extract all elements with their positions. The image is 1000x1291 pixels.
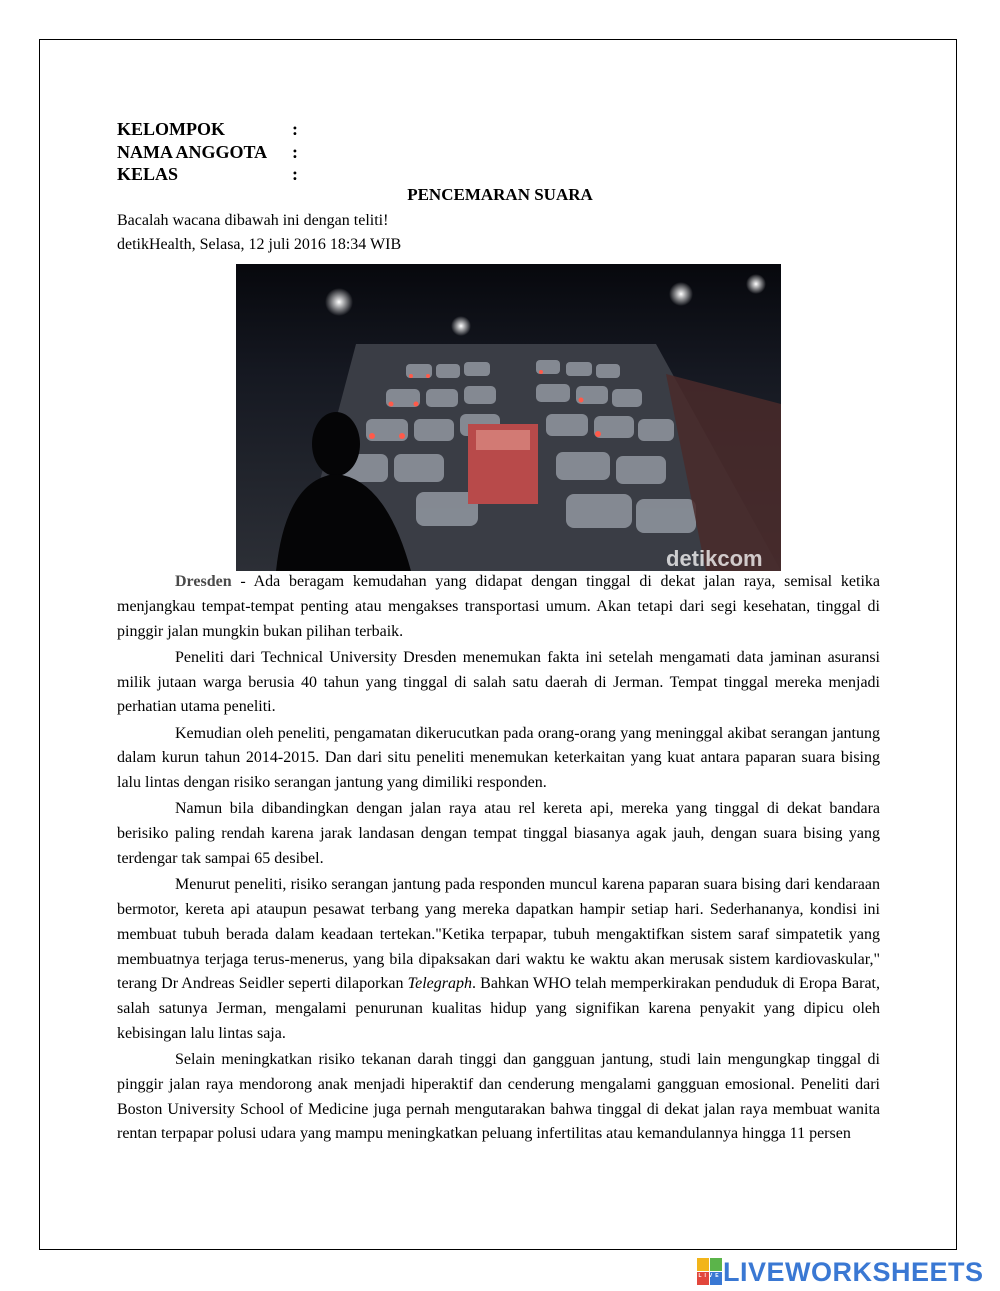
- traffic-jam-photo: [236, 264, 781, 571]
- photo-watermark: detikcom: [666, 546, 763, 571]
- kelompok-colon: :: [292, 119, 298, 139]
- header-nama-anggota: [117, 141, 298, 163]
- liveworksheets-icon: [697, 1258, 723, 1286]
- article-paragraph-2: Peneliti dari Technical University Dresden menemukan fakta ini setelah mengamati data jaminan asuransi milik jutaan warga berusia 40 tahun yang tinggal di salah satu daerah di Jerman. Tempat tinggal mereka menjadi perhatian utama peneliti.: [117, 648, 880, 716]
- article-paragraph-1: [117, 570, 880, 644]
- intro-source: detikHealth, Selasa, 12 juli 2016 18:34 WIB: [117, 236, 402, 253]
- kelas-colon: :: [292, 164, 298, 184]
- liveworksheets-icon-letters: LIVE: [698, 1273, 722, 1279]
- liveworksheets-logo-text: LIVEWORKSHEETS: [723, 1256, 984, 1287]
- liveworksheets-logo[interactable]: [697, 1256, 984, 1288]
- page-title: PENCEMARAN SUARA: [407, 185, 593, 204]
- header-kelas: [117, 163, 298, 185]
- article-body: [117, 570, 880, 1149]
- article-dateline: Dresden: [175, 573, 232, 590]
- article-paragraph-5-source: Telegraph: [407, 975, 472, 993]
- kelas-label: KELAS: [117, 164, 179, 184]
- article-paragraph-5: [117, 873, 880, 1047]
- kelompok-label: KELOMPOK: [117, 119, 225, 139]
- traffic-jam-illustration: [236, 264, 781, 571]
- article-paragraph-1-text: - Ada beragam kemudahan yang didapat dengan tinggal di dekat jalan raya, semisal ketika menjangkau tempat-tempat penting atau mengakses transportasi umum. Akan tetapi dari segi kesehatan, tinggal di pinggir jalan mungkin bukan pilihan terbaik.: [117, 573, 880, 640]
- nama-anggota-label: NAMA ANGGOTA: [117, 142, 268, 162]
- header-kelompok: [117, 118, 298, 140]
- article-paragraph-5-text-a: Menurut peneliti, risiko serangan jantung pada responden muncul karena paparan suara bising dari kendaraan bermotor, kereta api ataupun pesawat terbang yang mereka dapatkan hampir setiap hari. Sederhananya, kondisi ini membuat tubuh berada dalam keadaan tertekan."Ketika terpapar, tubuh mengaktifkan sistem saraf simpatetik yang membuatnya terjaga terus-menerus, yang bila dipaksakan dari waktu ke waktu akan merusak sistem kardiovaskular," terang Dr Andreas Seidler seperti dilaporkan: [117, 876, 880, 993]
- nama-anggota-colon: :: [292, 142, 298, 162]
- article-paragraph-5-text-b: . Bahkan WHO telah memperkirakan penduduk di Eropa Barat, salah satunya Jerman, mengalami penurunan kualitas hidup yang signifikan karena penyakit yang dipicu oleh kebisingan lalu lintas saja.: [117, 975, 880, 1042]
- article-paragraph-3: Kemudian oleh peneliti, pengamatan dikerucutkan pada orang-orang yang meninggal akibat serangan jantung dalam kurun tahun 2014-2015. Dan dari situ peneliti menemukan keterkaitan yang kuat antara paparan suara bising lalu lintas dengan risiko serangan jantung yang dimiliki responden.: [117, 724, 880, 792]
- article-paragraph-6: Selain meningkatkan risiko tekanan darah tinggi dan gangguan jantung, studi lain mengungkap tinggal di pinggir jalan raya mendorong anak menjadi hiperaktif dan cenderung mengalami gangguan emosional. Peneliti dari Boston University School of Medicine juga pernah mengutarakan bahwa tinggal di dekat jalan raya membuat wanita rentan terpapar polusi udara yang mampu meningkatkan peluang infertilitas atau kemandulannya hingga 11 persen: [117, 1051, 880, 1143]
- article-paragraph-4: Namun bila dibandingkan dengan jalan raya atau rel kereta api, mereka yang tinggal di dekat bandara berisiko paling rendah karena jarak landasan dengan tempat tinggal biasanya agak jauh, dengan suara bising yang terdengar tak sampai 65 desibel.: [117, 800, 880, 867]
- intro-instruction: Bacalah wacana dibawah ini dengan teliti!: [117, 212, 389, 229]
